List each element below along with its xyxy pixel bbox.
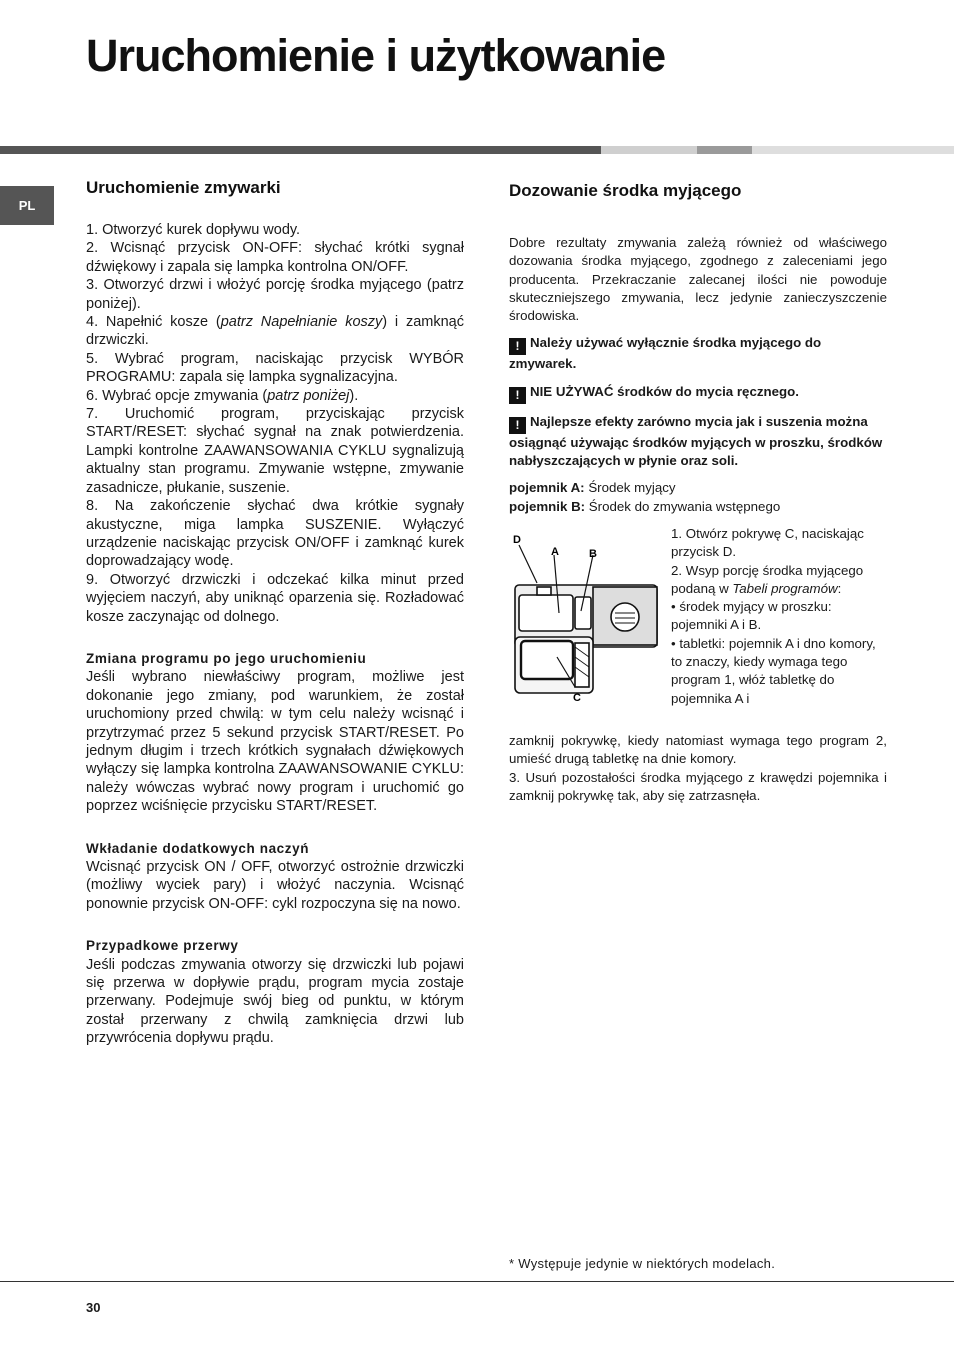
fig-step-3: 3. Usuń pozostałości środka myjącego z krawędzi pojemnika i zamknij pokrywkę tak, aby się zatrzasnęła. — [509, 769, 887, 803]
container-b: pojemnik B: Środek do zmywania wstępnego — [509, 498, 781, 514]
dispenser-steps-continued — [509, 732, 887, 805]
header-bar-pale — [752, 146, 954, 154]
text-interruptions: Jeśli podczas zmywania otworzy się drzwiczki lub pojawi się przerwa w dopływie prądu, program mycia zostaje przerwany. Podejmuje swój bieg od punktu, w którym został przerwany z chwilą zamknięcia drzwi lub przywrócenia dopływu prądu. — [86, 956, 464, 1047]
page-number: 30 — [86, 1300, 101, 1315]
step-8: 8. Na zakończenie słychać dwa krótkie sygnały akustyczne, miga lampka SUSZENIE. Wyłączyć urządzenie naciskając przycisk ON/OFF i zamknąć kurek doprowadzający wodę. — [86, 498, 464, 570]
page-title: Uruchomienie i użytkowanie — [86, 30, 666, 81]
left-column — [86, 178, 464, 1048]
warning-icon: ! — [509, 417, 526, 434]
header-bar-light — [601, 146, 697, 154]
footnote: * Występuje jedynie w niektórych modelach. — [509, 1256, 776, 1271]
section-heading-detergent: Dozowanie środka myjącego — [509, 181, 742, 200]
label-b: B — [589, 547, 597, 560]
header-bar-dark — [0, 146, 601, 154]
step-5: 5. Wybrać program, naciskając przycisk WYBÓR PROGRAMU: zapala się lampka sygnalizacyjna. — [86, 350, 464, 386]
step-1: 1. Otworzyć kurek dopływu wody. — [86, 222, 301, 238]
subheading-interruptions: Przypadkowe przerwy — [86, 938, 239, 954]
label-a: A — [551, 545, 559, 558]
step-4: 4. Napełnić kosze (patrz Napełnianie koszy) i zamknąć drzwiczki. — [86, 314, 464, 349]
label-d: D — [513, 533, 521, 546]
text-change-program: Jeśli wybrano niewłaściwy program, możliwe jest dokonanie jego zmiany, pod warunkiem, że został uruchomiony przed chwilą: w tym celu należy wcisnąć i przytrzymać przez 5 sekund przycisk START/RESET. Po jednym długim i trzech krótkich sygnałach dźwiękowych wyłączy się lampka kontrolna ZAAWANSOWANIE CYKLU: należy wówczas wybrać nowy program i uruchomić go poprzez wciśnięcie przycisku START/RESET. — [86, 669, 464, 815]
fig-step-1: 1. Otwórz pokrywę C, naciskając przycisk D. — [671, 525, 864, 560]
section-heading-start: Uruchomienie zmywarki — [86, 178, 281, 197]
dispenser-figure-block — [509, 525, 887, 735]
language-tab: PL — [0, 186, 54, 225]
step-9: 9. Otworzyć drzwiczki i odczekać kilka minut przed wyjęciem naczyń, aby uniknąć oparzenia się. Rozładować kosze zaczynając od dolnego. — [86, 571, 464, 625]
warning-3: ! Najlepsze efekty zarówno mycia jak i suszenia można osiągnąć używając środków myjących w proszku, środków nabłyszczających w płynie oraz soli. — [509, 413, 883, 469]
container-a: pojemnik A: Środek myjący — [509, 480, 676, 496]
fig-step-2: 2. Wsyp porcję środka myjącego podaną w Tabeli programów: — [671, 562, 864, 596]
right-column — [509, 181, 887, 805]
step-6: 6. Wybrać opcje zmywania (patrz poniżej). — [86, 387, 359, 404]
step-2: 2. Wcisnąć przycisk ON-OFF: słychać krótki sygnał dźwiękowy i zapala się lampka kontrolna ON/OFF. — [86, 240, 464, 275]
subheading-change-program: Zmiana programu po jego uruchomieniu — [86, 650, 367, 666]
header-bar-mid — [697, 146, 752, 154]
step-3: 3. Otworzyć drzwi i włożyć porcję środka myjącego (patrz poniżej). — [86, 277, 464, 312]
step-7: 7. Uruchomić program, przyciskając przycisk START/RESET: słychać sygnał na znak potwierdzenia. Lampki kontrolne ZAAWANSOWANIA CYKLU sygnalizują aktualny stan programu. Zmywanie wstępne, zmywanie zasadnicze, płukanie, suszenie. — [86, 406, 464, 496]
footer-rule — [0, 1281, 954, 1282]
subheading-add-dishes: Wkładanie dodatkowych naczyń — [86, 840, 310, 856]
fig-bullet-powder: • środek myjący w proszku: pojemniki A i B. — [671, 599, 832, 633]
detergent-dispenser-diagram — [509, 525, 664, 705]
text-add-dishes: Wcisnąć przycisk ON / OFF, otworzyć ostrożnie drzwiczki (możliwy wyciek pary) i włożyć naczynia. Wcisnąć ponownie przycisk ON-OFF: cykl rozpoczyna się na nowo. — [86, 859, 464, 912]
warning-2: ! NIE UŻYWAĆ środków do mycia ręcznego. — [509, 383, 887, 404]
warning-icon: ! — [509, 338, 526, 355]
dispenser-steps — [671, 525, 887, 708]
fig-bullet-tablets: • tabletki: pojemnik A i dno komory, to znaczy, kiedy wymaga tego program 1, włóż tabletkę do pojemnika A i — [671, 635, 876, 706]
start-steps — [86, 221, 464, 626]
container-list — [509, 479, 887, 516]
warning-icon: ! — [509, 387, 526, 404]
detergent-intro: Dobre rezultaty zmywania zależą również od właściwego dozowania środka myjącego, zgodnego z zaleceniami jego producenta. Przekraczanie zalecanej ilości nie powoduje skuteczniejszego zmywania, lecz jedynie zanieczyszczenie środowiska. — [509, 235, 887, 324]
fig-bullet-tablets-cont: zamknij pokrywkę, kiedy natomiast wymaga tego program 2, umieść drugą tabletkę na dnie komory. — [509, 732, 887, 767]
warning-1: ! Należy używać wyłącznie środka myjącego do zmywarek. — [509, 335, 822, 372]
label-c: C — [573, 691, 581, 704]
